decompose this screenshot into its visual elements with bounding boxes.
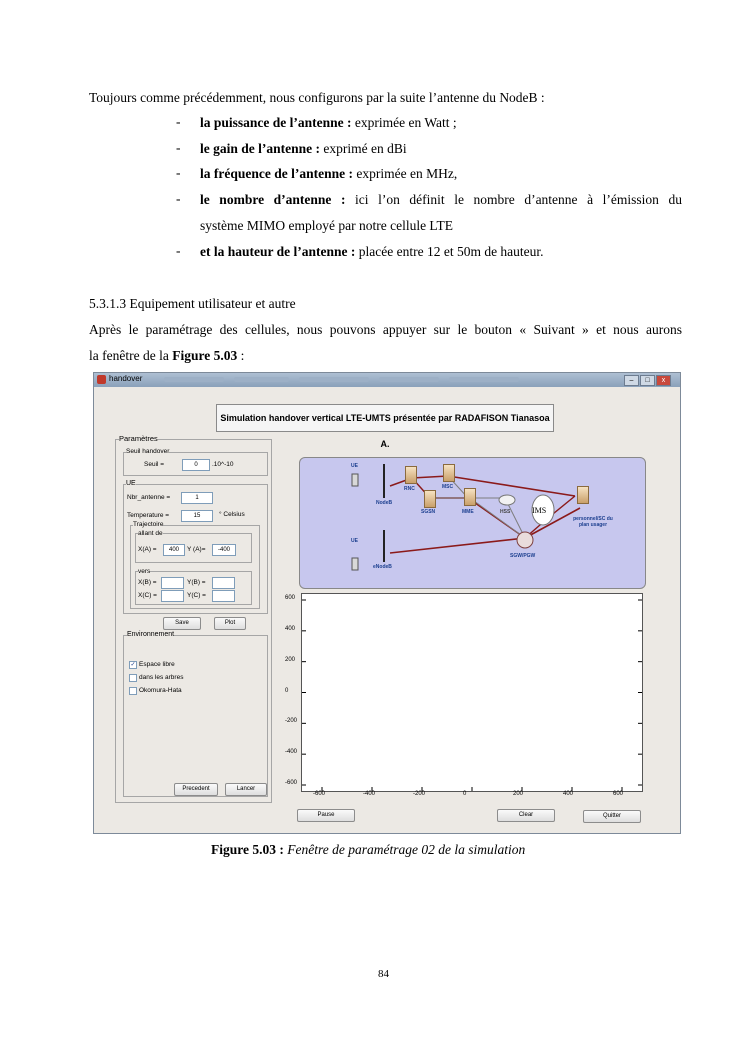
rnc-label: RNC	[404, 486, 415, 492]
arbres-label: dans les arbres	[139, 674, 184, 681]
y-tick-label: 600	[285, 595, 296, 601]
intro-paragraph: Toujours comme précédemment, nous configurons par la suite l’antenne du NodeB :	[89, 90, 545, 105]
yc-label: Y(C) =	[187, 592, 206, 599]
minimize-button[interactable]: –	[624, 375, 639, 386]
figure-caption	[211, 841, 525, 859]
seuil-label: Seuil =	[144, 461, 165, 468]
ue-top-label: UE	[351, 463, 358, 469]
bullet-5-text: placée entre 12 et 50m de hauteur.	[355, 244, 544, 259]
bullet-5	[200, 243, 544, 261]
clear-button[interactable]: Clear	[497, 809, 555, 822]
xc-label: X(C) =	[138, 592, 157, 599]
bullet-3	[200, 165, 457, 183]
bullet-2	[200, 140, 407, 158]
msc-label: MSC	[442, 484, 454, 490]
ue-group	[123, 480, 268, 614]
x-tick-label: -600	[313, 791, 326, 797]
mme-label: MME	[462, 509, 474, 515]
okomura-checkbox[interactable]	[129, 687, 137, 695]
simulation-heading: Simulation handover vertical LTE-UMTS présentée par RADAFISON Tianasoa A.	[216, 404, 554, 432]
plot-svg	[302, 594, 642, 791]
menu-bar-blur	[234, 377, 289, 382]
bullet-4	[200, 191, 682, 209]
bullet-1-text: exprimée en Watt ;	[351, 115, 457, 130]
ue-phone-icon	[352, 558, 358, 570]
menu-bar-blur	[299, 377, 369, 382]
title-bar	[94, 373, 680, 387]
server-label: personnel/SC du plan usager	[573, 516, 613, 528]
xc-input[interactable]	[161, 590, 184, 602]
link-eutran	[390, 538, 525, 553]
section-title: 5.3.1.3 Equipement utilisateur et autre	[89, 296, 296, 311]
bullet-3-text: exprimée en MHz,	[352, 166, 458, 181]
pause-button[interactable]: Pause	[297, 809, 355, 822]
espace-libre-checkbox[interactable]: ✓	[130, 662, 136, 668]
ue-bottom-label: UE	[351, 538, 358, 544]
parameters-panel	[115, 434, 272, 803]
y-tick-label: -400	[285, 749, 298, 756]
figure-area	[98, 387, 675, 829]
ims-label: IMS	[532, 506, 547, 515]
arbres-checkbox[interactable]	[129, 674, 137, 682]
network-diagram	[299, 457, 646, 589]
seuil-input[interactable]: 0	[182, 459, 210, 471]
hss-disk-icon	[499, 495, 515, 505]
nbr-antenne-label: Nbr_antenne =	[127, 494, 171, 501]
bullet-dash: -	[176, 165, 181, 180]
xb-label: X(B) =	[138, 579, 157, 586]
allant-title: allant de	[138, 530, 163, 537]
menu-bar-blur	[379, 377, 439, 382]
bullet-5-bold: et la hauteur de l’antenne :	[200, 244, 356, 259]
menu-bar-blur	[449, 377, 519, 382]
x-tick-label: 200	[513, 791, 524, 797]
yc-input[interactable]	[212, 590, 235, 602]
paragraph-line-2	[89, 347, 244, 365]
y-tick-label: 400	[285, 625, 296, 632]
router-icon	[517, 532, 533, 548]
lancer-button[interactable]: Lancer	[225, 783, 267, 796]
x-tick-label: -400	[363, 791, 376, 797]
bullet-4-continuation: système MIMO employé par notre cellule LTE	[200, 218, 453, 233]
yb-label: Y(B) =	[187, 579, 206, 586]
msc-server-icon	[443, 464, 455, 482]
bullet-2-text: exprimé en dBi	[320, 141, 407, 156]
espace-libre-label: Espace libre	[139, 661, 175, 668]
temperature-unit: ° Celsius	[219, 511, 245, 518]
menu-bar-blur	[164, 377, 224, 382]
y-tick-label: 0	[285, 687, 289, 694]
bullet-dash: -	[176, 114, 181, 129]
allant-group	[135, 530, 252, 563]
save-button[interactable]: Save	[163, 617, 201, 630]
nbr-antenne-input[interactable]: 1	[181, 492, 213, 504]
yb-input[interactable]	[212, 577, 235, 589]
x-tick-label: -200	[413, 791, 426, 797]
y-tick-label: -200	[285, 718, 298, 725]
x-tick-label: 0	[463, 791, 467, 797]
window-title: handover	[109, 374, 143, 383]
xa-input[interactable]: 400	[163, 544, 185, 556]
parameters-title: Paramètres	[119, 434, 158, 443]
handover-window	[93, 372, 681, 834]
environnement-title: Environnement	[127, 631, 175, 638]
page-number: 84	[378, 968, 389, 980]
bullet-4-text: ici l’on définit le nombre d’antenne à l’émission du	[345, 192, 682, 207]
link-utran	[390, 476, 575, 496]
ue-phone-icon	[352, 474, 358, 486]
okomura-label: Okomura-Hata	[139, 687, 182, 694]
ue-group-title: UE	[126, 480, 136, 487]
bullet-2-bold: le gain de l’antenne :	[200, 141, 320, 156]
y-tick-label: -600	[285, 780, 298, 786]
sgsn-label: SGSN	[421, 509, 436, 515]
bullet-dash: -	[176, 191, 181, 206]
rnc-server-icon	[405, 466, 417, 484]
plan-usager-server-icon	[577, 486, 589, 504]
paragraph-line-1: Après le paramétrage des cellules, nous pouvons appuyer sur le bouton « Suivant » et nous aurons	[89, 322, 682, 337]
temperature-input[interactable]: 15	[181, 510, 213, 522]
seuil-group	[123, 448, 268, 476]
xa-label: X(A) =	[138, 546, 157, 553]
seuil-group-title: Seuil handover	[126, 448, 170, 455]
trajectoire-title: Trajectoire	[133, 521, 164, 528]
temperature-label: Temperature =	[127, 512, 170, 519]
environnement-group	[123, 631, 268, 797]
x-tick-label: 600	[613, 791, 624, 797]
paragraph-line-2-text: la fenêtre de la	[89, 348, 173, 363]
x-tick-label: 400	[563, 791, 574, 797]
mme-server-icon	[464, 488, 476, 506]
ya-label: Y (A)=	[187, 546, 206, 553]
vers-group	[135, 568, 252, 605]
hss-label: HSS	[500, 509, 511, 515]
bullet-3-bold: la fréquence de l’antenne :	[200, 166, 353, 181]
enodeb-label: eNodeB	[373, 564, 392, 570]
close-button[interactable]: x	[656, 375, 671, 386]
matlab-icon	[97, 375, 106, 384]
bullet-4-bold: le nombre d’antenne :	[200, 192, 346, 207]
bullet-1-bold: la puissance de l’antenne :	[200, 115, 352, 130]
paragraph-line-2-end: :	[237, 348, 245, 363]
caption-text: Fenêtre de paramétrage 02 de la simulation	[283, 842, 526, 857]
bullet-dash: -	[176, 243, 181, 258]
sgsn-server-icon	[424, 490, 436, 508]
plot-button[interactable]: Plot	[214, 617, 246, 630]
sgw-label: SGW/PGW	[510, 553, 536, 559]
ya-input[interactable]: -400	[212, 544, 236, 556]
seuil-unit: .10^-10	[212, 461, 234, 468]
vers-title: vers	[138, 568, 151, 575]
trajectoire-group	[130, 521, 260, 609]
plot-axes	[301, 593, 643, 792]
caption-label: Figure 5.03 :	[211, 842, 284, 857]
xb-input[interactable]	[161, 577, 184, 589]
nodeb-label: NodeB	[376, 500, 393, 506]
precedent-button[interactable]: Precedent	[174, 783, 218, 796]
quitter-button[interactable]: Quitter	[583, 810, 641, 823]
maximize-button[interactable]: □	[640, 375, 655, 386]
figure-reference: Figure 5.03	[172, 348, 238, 363]
bullet-1	[200, 114, 457, 132]
bullet-dash: -	[176, 140, 181, 155]
y-tick-label: 200	[285, 656, 296, 663]
